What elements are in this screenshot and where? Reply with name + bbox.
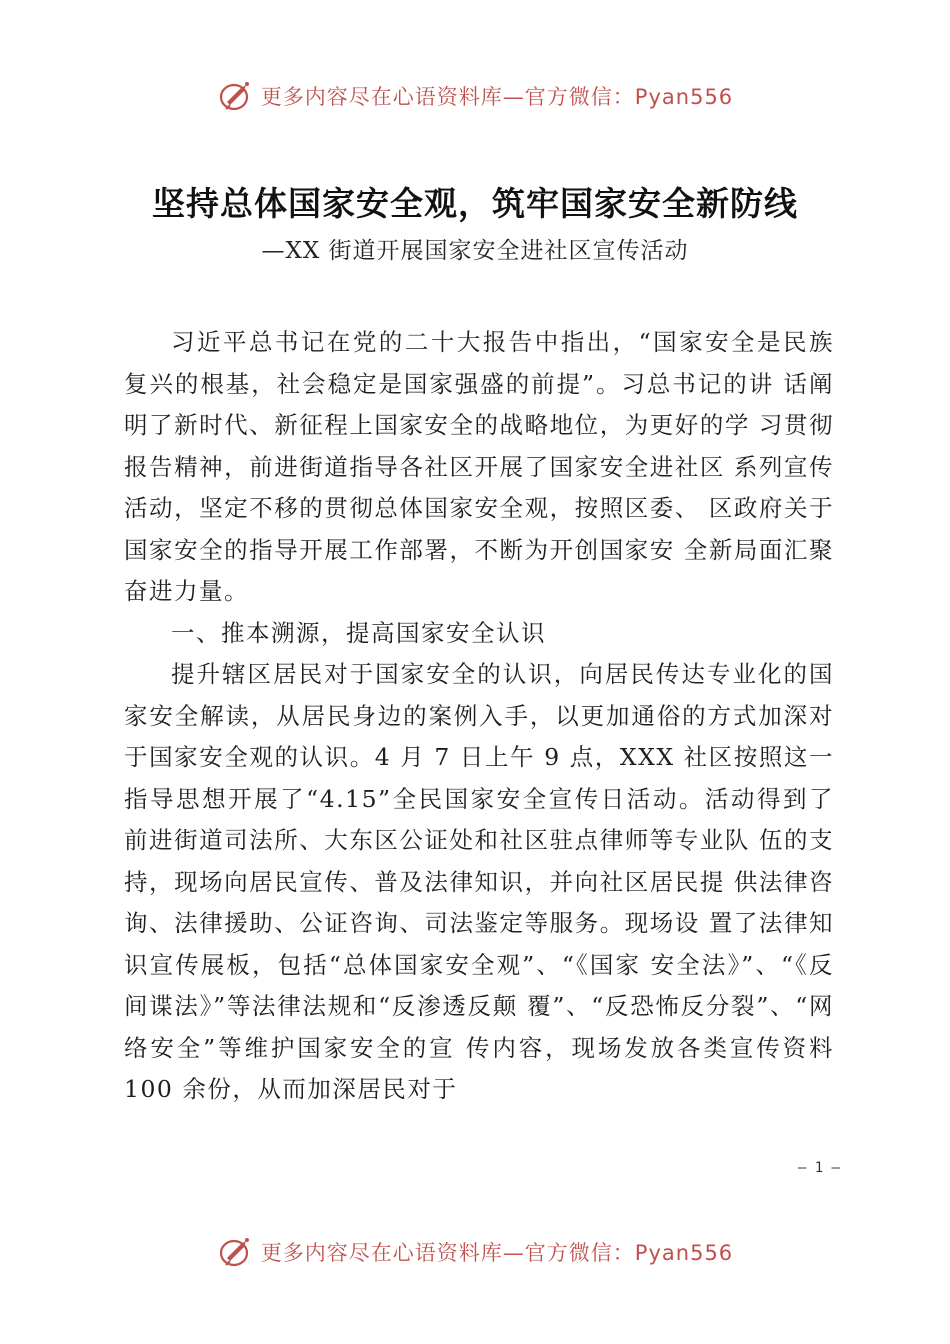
body-paragraph: 提升辖区居民对于国家安全的认识，向居民传达专业化的国家安全解读，从居民身边的案例入手，以更加通俗的方式加深对于国家安全观的认识。4 月 7 日上午 9 点，XXX 社区按照这一指导思想开展了“4.15”全民国家安全宣传日活动。活动得到了前进街道司法所、大东区公证处和社区驻点律师等专业队 伍的支持，现场向居民宣传、普及法律知识，并向社区居民提 供法律咨询、法律援助、公证咨询、司法鉴定等服务。现场设 置了法律知识宣传展板，包括“总体国家安全观”、“《国家 安全法》”、“《反间谍法》”等法律法规和“反渗透反颠 覆”、“反恐怖反分裂”、“网络安全”等维护国家安全的宣 传内容，现场发放各类宣传资料 100 余份，从而加深居民对于: [124, 660, 834, 1103]
watermark-footer: [0, 1230, 950, 1274]
page-number: – 1 –: [797, 1160, 840, 1176]
section-heading: 一、推本溯源，提高国家安全认识: [171, 618, 546, 647]
document-title: 坚持总体国家安全观，筑牢国家安全新防线: [152, 184, 798, 223]
body-paragraph: 习近平总书记在党的二十大报告中指出，“国家安全是民族复兴的根基，社会稳定是国家强盛的前提”。习总书记的讲 话阐明了新时代、新征程上国家安全的战略地位，为更好的学 习贯彻报告精神，前进街道指导各社区开展了国家安全进社区 系列宣传活动，坚定不移的贯彻总体国家安全观，按照区委、 区政府关于国家安全的指导开展工作部署，不断为开创国家安 全新局面汇聚奋进力量。: [124, 328, 834, 605]
fountain-pen-logo-icon: [217, 76, 257, 116]
fountain-pen-logo-icon: [217, 1232, 257, 1272]
document-subtitle: —XX 街道开展国家安全进社区宣传活动: [261, 238, 689, 264]
watermark-text: 更多内容尽在心语资料库—官方微信：Pyan556: [260, 85, 734, 109]
watermark-text: 更多内容尽在心语资料库—官方微信：Pyan556: [260, 1241, 734, 1265]
document-body: [124, 322, 834, 1111]
watermark-header: [0, 74, 950, 118]
